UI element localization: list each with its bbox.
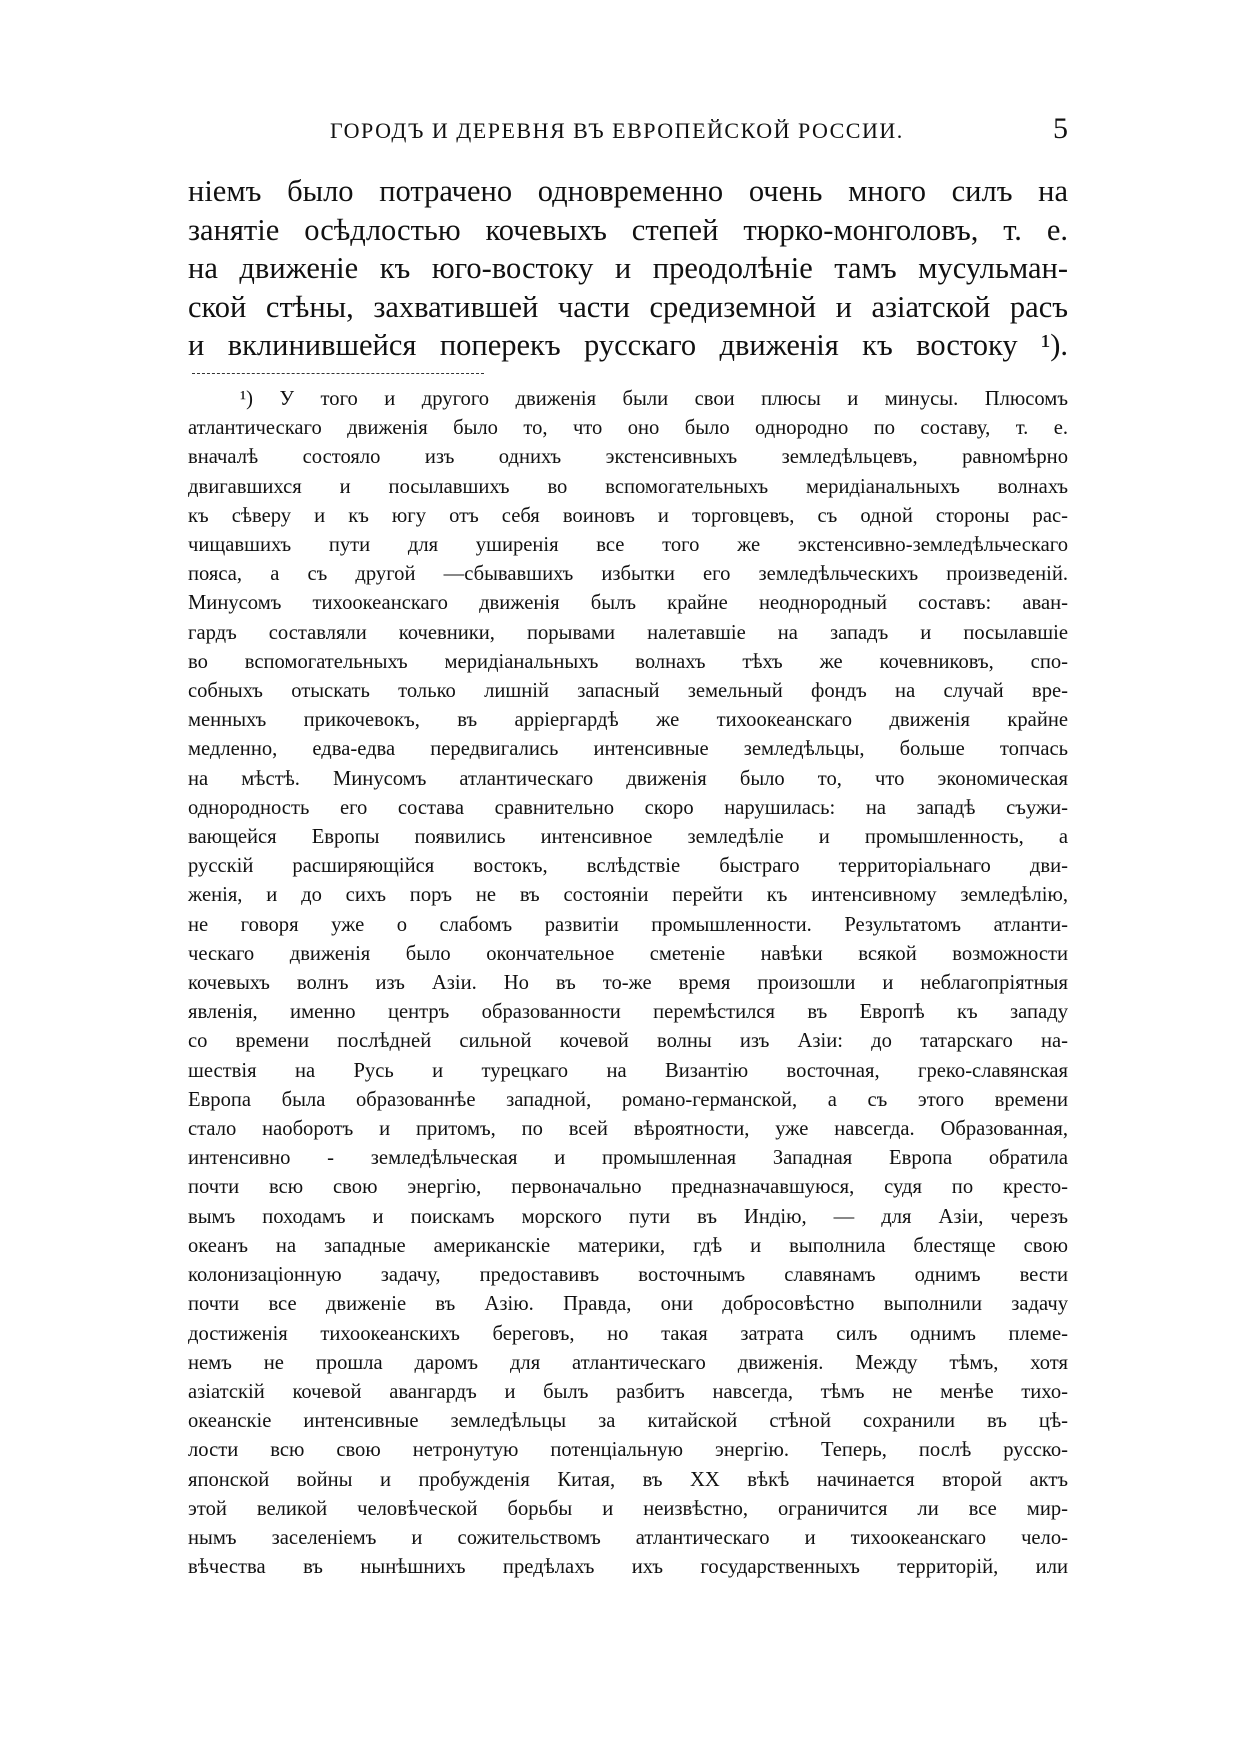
footnote-line: вающейся Европы появились интенсивное земледѣліе и промышленность, а [188,826,1068,849]
footnote-line: почти всю свою энергію, первоначально предназначавшуюся, судя по кресто- [188,1176,1068,1199]
footnote-line: менныхъ прикочевокъ, въ арріергардѣ же тихоокеанскаго движенія крайне [188,709,1068,732]
footnote-line: Минусомъ тихоокеанскаго движенія былъ крайне неоднородный составъ: аван- [188,592,1068,615]
footnote-line: нымъ заселеніемъ и сожительствомъ атлантическаго и тихоокеанскаго чело- [188,1526,1068,1549]
footnote [188,385,1068,1582]
footnote-line: во вспомогательныхъ меридіанальныхъ волнахъ тѣхъ же кочевниковъ, спо- [188,650,1068,673]
footnote-line: явленія, именно центръ образованности перемѣстился въ Европѣ къ западу [188,1001,1068,1024]
footnote-separator [192,373,484,374]
footnote-line: русскій расширяющійся востокъ, вслѣдствіе быстраго территоріальнаго дви- [188,855,1068,878]
footnote-line: медленно, едва-едва передвигались интенсивные земледѣльцы, больше топчась [188,738,1068,761]
main-text-line: ской стѣны, захватившей части средиземной и азіатской расъ [188,289,1068,324]
footnote-line: однородность его состава сравнительно скоро нарушилась: на западѣ съужи- [188,796,1068,819]
main-text-line: и вклинившейся поперекъ русскаго движенія къ востоку ¹). [188,328,1068,362]
footnote-line: ческаго движенія было окончательное сметеніе навѣки всякой возможности [188,942,1068,965]
footnote-line: океанскіе интенсивные земледѣльцы за китайской стѣной сохранили въ цѣ- [188,1410,1068,1433]
footnote-line: вѣчества въ нынѣшнихъ предѣлахъ ихъ государственныхъ территорій, или [188,1556,1068,1579]
footnote-line: стало наоборотъ и притомъ, по всей вѣроятности, уже навсегда. Образованная, [188,1118,1068,1141]
footnote-line: океанъ на западные американскіе материки, гдѣ и выполнила блестяще свою [188,1234,1068,1257]
running-title: ГОРОДЪ И ДЕРЕВНЯ ВЪ ЕВРОПЕЙСКОЙ РОССИИ. [330,118,904,143]
page-number: 5 [1053,112,1068,145]
footnote-line: интенсивно - земледѣльческая и промышленная Западная Европа обратила [188,1147,1068,1170]
footnote-line: двигавшихся и посылавшихъ во вспомогательныхъ меридіанальныхъ волнахъ [188,475,1068,498]
footnote-line: собныхъ отыскать только лишній запасный земельный фондъ на случай вре- [188,680,1068,703]
footnote-line: чищавшихъ пути для уширенія все того же экстенсивно-земледѣльческаго [188,534,1068,557]
footnote-line: на мѣстѣ. Минусомъ атлантическаго движенія было то, что экономическая [188,767,1068,790]
footnote-line: азіатскій кочевой авангардъ и былъ разбитъ навсегда, тѣмъ не менѣе тихо- [188,1380,1068,1403]
running-head [188,112,1068,152]
main-text-line: ніемъ было потрачено одновременно очень много силъ на [188,174,1068,208]
footnote-line: вымъ походамъ и поискамъ морского пути въ Индію, — для Азіи, черезъ [188,1205,1068,1228]
footnote-line: ¹) У того и другого движенія были свои плюсы и минусы. Плюсомъ [240,388,1068,410]
footnote-line: гардъ составляли кочевники, порывами налетавшіе на западъ и посылавшіе [188,621,1068,644]
main-text-line: на движеніе къ юго-востоку и преодолѣніе тамъ мусульман- [188,251,1068,285]
footnote-line: этой великой человѣческой борьбы и неизвѣстно, ограничится ли все мир- [188,1497,1068,1520]
footnote-line: къ сѣверу и къ югу отъ себя воиновъ и торговцевъ, съ одной стороны рас- [188,504,1068,527]
footnote-line: Европа была образованнѣе западной, романо-германской, а съ этого времени [188,1088,1068,1111]
footnote-line: немъ не прошла даромъ для атлантическаго движенія. Между тѣмъ, хотя [188,1351,1068,1374]
footnote-line: шествія на Русь и турецкаго на Византію восточная, греко-славянская [188,1059,1068,1082]
footnote-line: колонизаціонную задачу, предоставивъ восточнымъ славянамъ однимъ вести [188,1264,1068,1287]
footnote-line: вначалѣ состояло изъ однихъ экстенсивныхъ земледѣльцевъ, равномѣрно [188,446,1068,469]
footnote-line: лости всю свою нетронутую потенціальную энергію. Теперь, послѣ русско- [188,1439,1068,1462]
footnote-line: почти все движеніе въ Азію. Правда, они добросовѣстно выполнили задачу [188,1293,1068,1316]
footnote-line: атлантическаго движенія было то, что оно было однородно по составу, т. е. [188,417,1068,440]
footnote-line: достиженія тихоокеанскихъ береговъ, но такая затрата силъ однимъ племе- [188,1322,1068,1345]
main-text [188,172,1068,365]
footnote-line: японской войны и пробужденія Китая, въ XX вѣкѣ начинается второй актъ [188,1468,1068,1491]
footnote-line: со времени послѣдней сильной кочевой волны изъ Азіи: до татарскаго на- [188,1030,1068,1053]
main-text-line: занятіе осѣдлостью кочевыхъ степей тюрко-монголовъ, т. е. [188,212,1068,247]
footnote-line: кочевыхъ волнъ изъ Азіи. Но въ то-же время произошли и неблагопріятныя [188,972,1068,995]
footnote-line: не говоря уже о слабомъ развитіи промышленности. Результатомъ атланти- [188,913,1068,936]
footnote-line: женія, и до сихъ поръ не въ состояніи перейти къ интенсивному земледѣлію, [188,884,1068,907]
footnote-line: пояса, а съ другой —сбывавшихъ избытки его земледѣльческихъ произведеній. [188,563,1068,586]
